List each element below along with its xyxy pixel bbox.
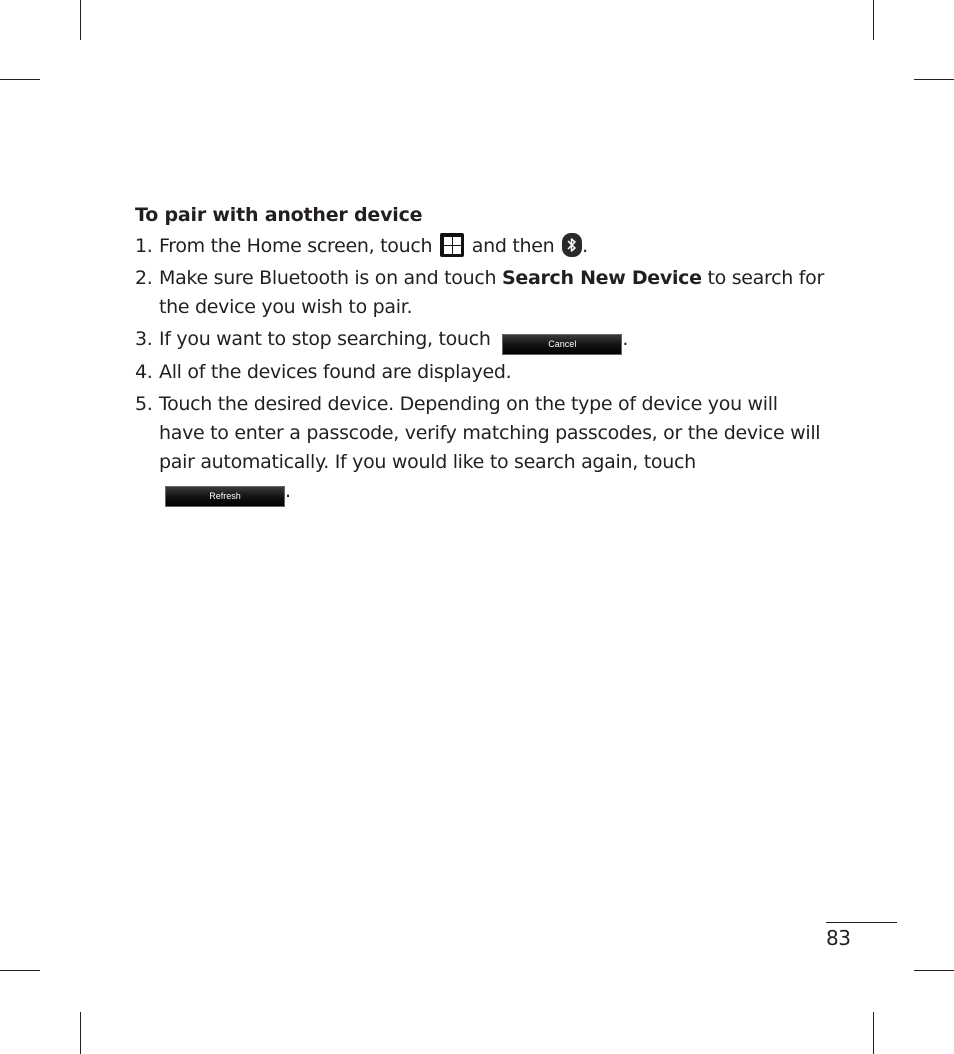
step-number: 1. <box>135 235 153 257</box>
page-number-rule <box>826 922 897 923</box>
step-5 <box>135 390 825 507</box>
step-text: Make sure Bluetooth is on and touch <box>159 267 497 289</box>
step-number: 3. <box>135 328 153 350</box>
crop-mark <box>80 1012 81 1054</box>
crop-mark <box>0 970 40 971</box>
step-text: From the Home screen, touch <box>159 235 433 257</box>
bluetooth-icon <box>562 233 582 257</box>
crop-mark <box>0 79 40 80</box>
step-text: to search for the device you wish to pair. <box>159 267 824 318</box>
step-text: If you want to stop searching, touch <box>159 328 491 350</box>
step-4 <box>135 358 825 387</box>
crop-mark <box>914 79 954 80</box>
search-new-device-label: Search New Device <box>502 267 702 289</box>
section-heading: To pair with another device <box>135 204 423 226</box>
step-text: All of the devices found are displayed. <box>159 361 512 383</box>
crop-mark <box>873 1012 874 1054</box>
crop-mark <box>873 0 874 40</box>
step-text: . <box>582 235 588 257</box>
step-3 <box>135 325 825 355</box>
refresh-button: Refresh <box>165 486 285 507</box>
crop-mark <box>80 0 81 40</box>
step-number: 4. <box>135 361 153 383</box>
apps-grid-icon <box>440 233 464 257</box>
cancel-button: Cancel <box>502 334 622 355</box>
page-number: 83 <box>826 926 851 950</box>
crop-mark <box>914 970 954 971</box>
step-text: . <box>622 328 629 350</box>
step-1 <box>135 232 825 261</box>
step-text: and then <box>471 235 555 257</box>
step-number: 2. <box>135 267 153 289</box>
step-text: . <box>285 480 291 502</box>
instructions <box>135 200 825 510</box>
step-number: 5. <box>135 393 153 415</box>
step-2 <box>135 264 825 322</box>
step-text: Touch the desired device. Depending on the type of device you will have to enter a passcode, verify matching passcodes, or the device will pair automatically. If you would like to search again, touch <box>159 393 821 473</box>
